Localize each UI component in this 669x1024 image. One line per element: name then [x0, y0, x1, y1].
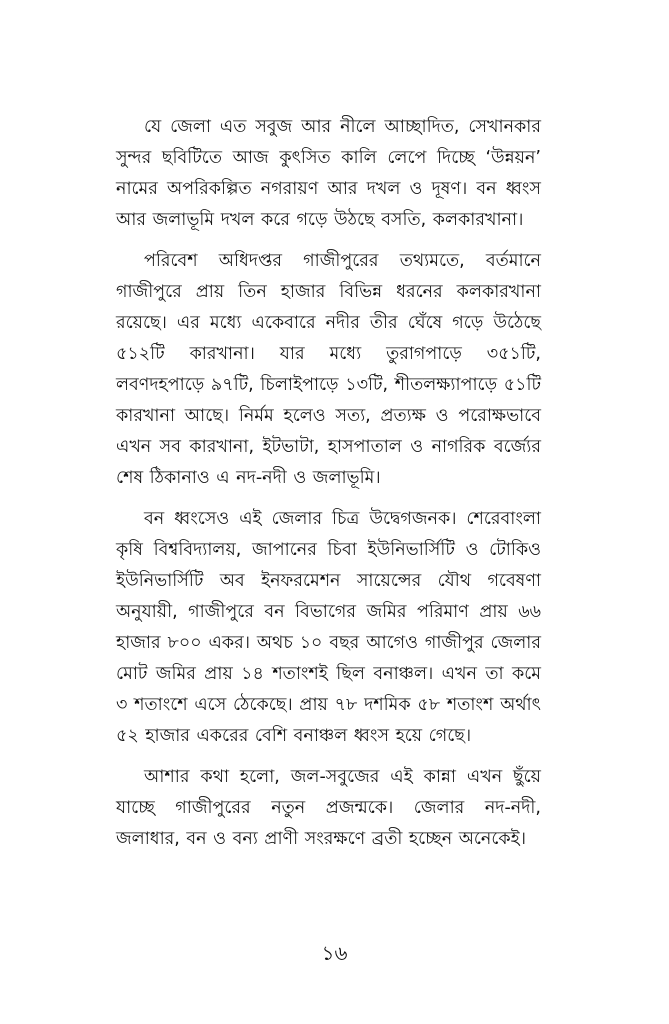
paragraph-4: আশার কথা হলো, জল-সবুজের এই কান্না এখন ছুঁয়ে যাচ্ছে গাজীপুরের নতুন প্রজন্মকে। জেলার নদ-নদী, জলাধার, বন ও বন্য প্রাণী সংরক্ষণে ব্রতী হচ্ছেন অনেকেই।	[116, 767, 541, 849]
paragraph-2: পরিবেশ অধিদপ্তর গাজীপুরের তথ্যমতে, বর্তমানে গাজীপুরে প্রায় তিন হাজার বিভিন্ন ধরনের কলকারখানা রয়েছে। এর মধ্যে একেবারে নদীর তীর ঘেঁষে গড়ে উঠেছে ৫১২টি কারখানা। যার মধ্যে তুরাগপাড়ে ৩৫১টি, লবণদহপাড়ে ৯৭টি, চিলাইপাড়ে ১৩টি, শীতলক্ষ্যাপাড়ে ৫১টি কারখানা আছে। নির্মম হলেও সত্য, প্রত্যক্ষ ও পরোক্ষভাবে এখন সব কারখানা, ইটভাটা, হাসপাতাল ও নাগরিক বর্জ্যের শেষ ঠিকানাও এ নদ-নদী ও জলাভূমি।	[116, 251, 541, 488]
page-number: ১৬	[321, 941, 348, 965]
paragraph-1: যে জেলা এত সবুজ আর নীলে আচ্ছাদিত, সেখানকার সুন্দর ছবিটিতে আজ কুৎসিত কালি লেপে দিচ্ছে ‘উন্নয়ন’ নামের অপরিকল্পিত নগরায়ণ আর দখল ও দূষণ। বন ধ্বংস আর জলাভূমি দখল করে গড়ে উঠছে বসতি, কলকারখানা।	[116, 117, 541, 230]
page-body	[116, 112, 541, 865]
paragraph-3: বন ধ্বংসেও এই জেলার চিত্র উদ্বেগজনক। শেরেবাংলা কৃষি বিশ্ববিদ্যালয়, জাপানের চিবা ইউনিভার্সিটি ও টোকিও ইউনিভার্সিটি অব ইনফরমেশন সায়েন্সের যৌথ গবেষণা অনুযায়ী, গাজীপুরে বন বিভাগের জমির পরিমাণ প্রায় ৬৬ হাজার ৮০০ একর। অথচ ১০ বছর আগেও গাজীপুর জেলার মোট জমির প্রায় ১৪ শতাংশই ছিল বনাঞ্চল। এখন তা কমে ৩ শতাংশে এসে ঠেকেছে। প্রায় ৭৮ দশমিক ৫৮ শতাংশ অর্থাৎ ৫২ হাজার একরের বেশি বনাঞ্চল ধ্বংস হয়ে গেছে।	[116, 509, 541, 746]
